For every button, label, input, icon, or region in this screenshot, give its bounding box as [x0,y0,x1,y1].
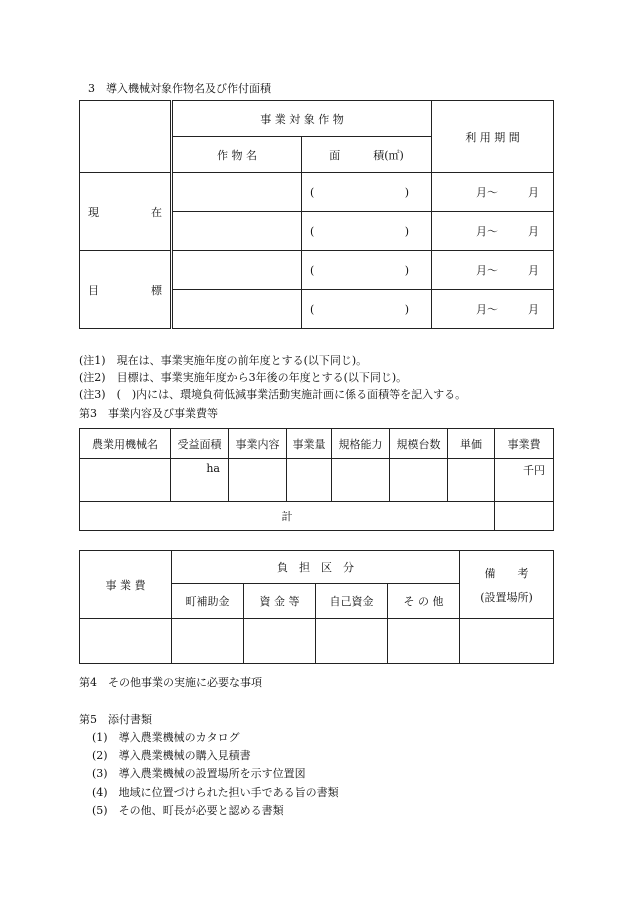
crop-name-cell [172,173,302,212]
cell-content [229,459,287,502]
period-cell: 月～ 月 [432,290,554,329]
cell-benefit-area: ha [171,459,229,502]
crop-area-table [79,100,554,329]
period-cell: 月～ 月 [432,251,554,290]
cost-header: 事 業 費 [80,551,172,619]
section-dai3-heading: 第3 事業内容及び事業費等 [79,407,218,420]
attachment-item-1: (1) 導入農業機械のカタログ [92,731,240,744]
cell-capacity [332,459,390,502]
note-2: (注2) 目標は、事業実施年度から3年後の年度とする(以下同じ)。 [79,371,408,384]
corner-cell [80,101,172,173]
col-funds: 資 金 等 [244,584,316,619]
header-crop: 事 業 対 象 作 物 [172,101,432,137]
cell-cost [80,619,172,664]
area-cell: ( ) [302,173,432,212]
col-own-funds: 自己資金 [316,584,388,619]
burden-header: 負 担 区 分 [172,551,460,584]
attachment-item-4: (4) 地域に位置づけられた担い手である旨の書類 [92,786,339,799]
col-content: 事業内容 [229,429,287,459]
area-cell: ( ) [302,212,432,251]
attachment-item-3: (3) 導入農業機械の設置場所を示す位置図 [92,767,306,780]
total-label: 計 [80,502,495,531]
attachment-item-2: (2) 導入農業機械の購入見積書 [92,749,251,762]
area-cell: ( ) [302,290,432,329]
attachment-item-5: (5) その他、町長が必要と認める書類 [92,804,284,817]
col-cost: 事業費 [495,429,554,459]
note-1: (注1) 現在は、事業実施年度の前年度とする(以下同じ)。 [79,354,368,367]
cell-quantity [287,459,332,502]
header-crop-name: 作 物 名 [172,137,302,173]
col-town-subsidy: 町補助金 [172,584,244,619]
section-dai4-heading: 第4 その他事業の実施に必要な事項 [79,676,262,689]
col-benefit-area: 受益面積 [171,429,229,459]
cell-cost: 千円 [495,459,554,502]
total-cost [495,502,554,531]
cell-own-funds [316,619,388,664]
cell-machine-name [80,459,171,502]
crop-name-cell [172,212,302,251]
project-content-table [79,428,554,531]
row-label-current: 現 在 [80,173,172,251]
remarks-header: 備 考 (設置場所) [460,551,554,619]
cell-unit-count [390,459,448,502]
area-cell: ( ) [302,251,432,290]
period-cell: 月～ 月 [432,173,554,212]
cell-unit-price [448,459,495,502]
section3-heading: 3 導入機械対象作物名及び作付面積 [88,82,271,95]
note-3: (注3) ( )内には、環境負荷低減事業活動実施計画に係る面積等を記入する。 [79,388,467,401]
header-area: 面 積(㎡) [302,137,432,173]
row-label-target: 目 標 [80,251,172,329]
cell-remarks [460,619,554,664]
crop-name-cell [172,290,302,329]
cost-burden-table [79,550,554,664]
cell-town-subsidy [172,619,244,664]
cell-funds [244,619,316,664]
crop-name-cell [172,251,302,290]
col-unit-price: 単価 [448,429,495,459]
cell-other [388,619,460,664]
section-dai5-heading: 第5 添付書類 [79,713,152,726]
col-machine-name: 農業用機械名 [80,429,171,459]
col-quantity: 事業量 [287,429,332,459]
period-cell: 月～ 月 [432,212,554,251]
col-unit-count: 規模台数 [390,429,448,459]
col-capacity: 規格能力 [332,429,390,459]
header-period: 利 用 期 間 [432,101,554,173]
col-other: そ の 他 [388,584,460,619]
